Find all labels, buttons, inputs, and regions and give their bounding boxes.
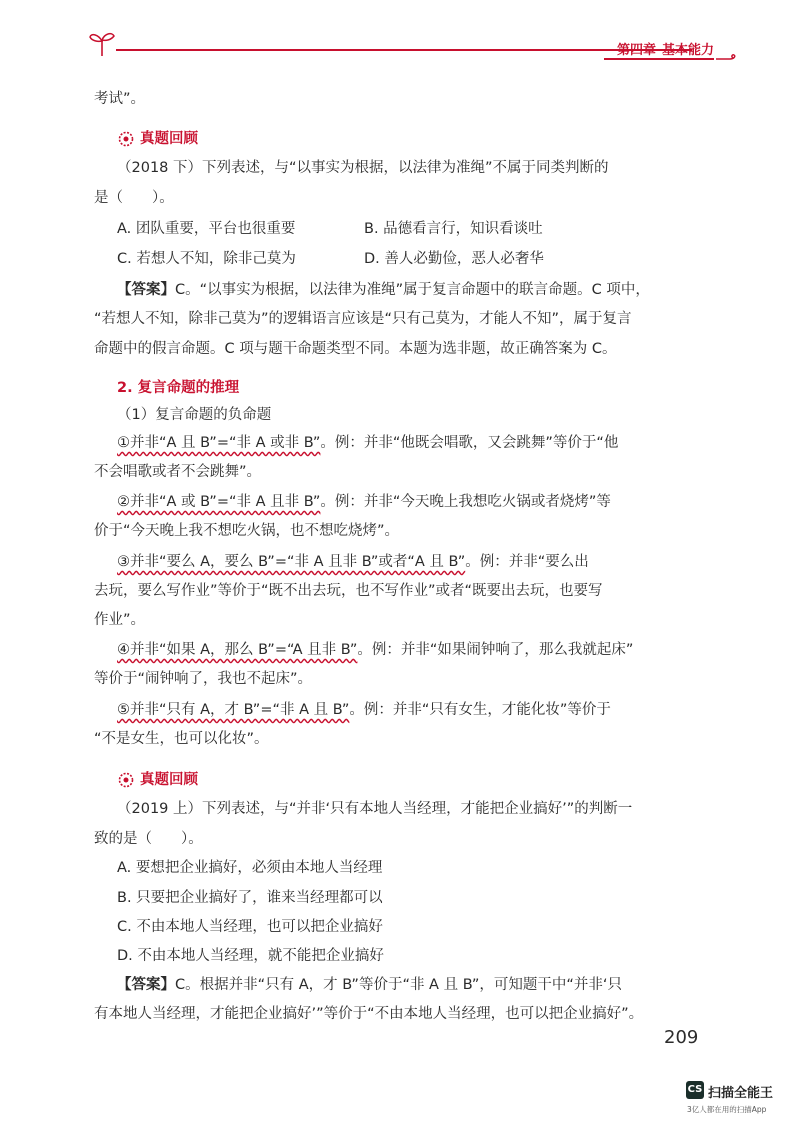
question-text: （2019 上）下列表述，与“并非‘只有本地人当经理，才能把企业搞好’”的判断一 (117, 801, 633, 817)
rule-line: 不会唱歌或者不会跳舞”。 (94, 464, 262, 480)
question-text: 致的是（ ）。 (94, 831, 203, 847)
sprout-icon (88, 28, 116, 58)
option-b: B. 品德看言行，知识看谈吐 (364, 221, 543, 237)
scanner-tagline: 3亿人都在用的扫描App (687, 1105, 767, 1114)
page-number: 209 (664, 1027, 699, 1048)
option-c: C. 若想人不知，除非己莫为 (117, 251, 296, 267)
flower-icon (118, 131, 134, 147)
rule-line: 去玩，要么写作业”等价于“既不出去玩，也不写作业”或者“既要出去玩，也要写 (94, 583, 603, 599)
answer-text: 【答案】C。“以事实为根据，以法律为准绳”属于复言命题中的联言命题。C 项中， (117, 282, 650, 298)
text-line: 考试”。 (94, 91, 146, 107)
rule-line: 作业”。 (94, 612, 146, 628)
scanner-name: 扫描全能王 (708, 1086, 774, 1101)
rule-line: ③并非“要么 A，要么 B”=“非 A 且非 B”或者“A 且 B”。例：并非“要么出 (117, 554, 589, 570)
rule-line: ②并非“A 或 B”=“非 A 且非 B”。例：并非“今天晚上我想吃火锅或者烧烤”等 (117, 494, 611, 510)
rule-line: 价于“今天晚上我不想吃火锅，也不想吃烧烤”。 (94, 523, 400, 539)
rule-line: “不是女生，也可以化妆”。 (94, 731, 269, 747)
option-a: A. 要想把企业搞好，必须由本地人当经理 (117, 860, 383, 876)
header-underline (604, 58, 714, 60)
option-d: D. 善人必勤俭，恶人必奢华 (364, 251, 544, 267)
flower-icon (118, 772, 134, 788)
option-a: A. 团队重要，平台也很重要 (117, 221, 296, 237)
scroll-ornament-icon (716, 54, 740, 64)
answer-text: 【答案】C。根据并非“只有 A，才 B”等价于“非 A 且 B”，可知题干中“并非‘只 (117, 977, 622, 993)
option-b: B. 只要把企业搞好了，谁来当经理都可以 (117, 890, 383, 906)
option-c: C. 不由本地人当经理，也可以把企业搞好 (117, 919, 383, 935)
answer-text: 有本地人当经理，才能把企业搞好’”等价于“不由本地人当经理，也可以把企业搞好”。 (94, 1006, 644, 1022)
section-title: 真题回顾 (140, 131, 198, 147)
scanner-watermark (686, 1081, 800, 1121)
page-header (88, 28, 800, 68)
chapter-label: 第四章 基本能力 (616, 43, 714, 58)
option-d: D. 不由本地人当经理，就不能把企业搞好 (117, 948, 384, 964)
subheading: （1）复言命题的负命题 (117, 407, 272, 423)
rule-line: ⑤并非“只有 A，才 B”=“非 A 且 B”。例：并非“只有女生，才能化妆”等价于 (117, 702, 611, 718)
section-heading: 2. 复言命题的推理 (117, 380, 240, 396)
rule-line: ①并非“A 且 B”=“非 A 或非 B”。例：并非“他既会唱歌，又会跳舞”等价于“他 (117, 435, 619, 451)
question-text: 是（ ）。 (94, 190, 174, 206)
answer-text: 命题中的假言命题。C 项与题干命题类型不同。本题为选非题，故正确答案为 C。 (94, 341, 617, 357)
question-text: （2018 下）下列表述，与“以事实为根据，以法律为准绳”不属于同类判断的 (117, 160, 609, 176)
section-title: 真题回顾 (140, 772, 198, 788)
header-rule (116, 49, 692, 51)
answer-text: “若想人不知，除非己莫为”的逻辑语言应该是“只有己莫为，才能人不知”，属于复言 (94, 311, 632, 327)
camscanner-logo-icon: CS (686, 1081, 704, 1099)
rule-line: ④并非“如果 A，那么 B”=“A 且非 B”。例：并非“如果闹钟响了，那么我就起床” (117, 642, 634, 658)
rule-line: 等价于“闹钟响了，我也不起床”。 (94, 671, 313, 687)
